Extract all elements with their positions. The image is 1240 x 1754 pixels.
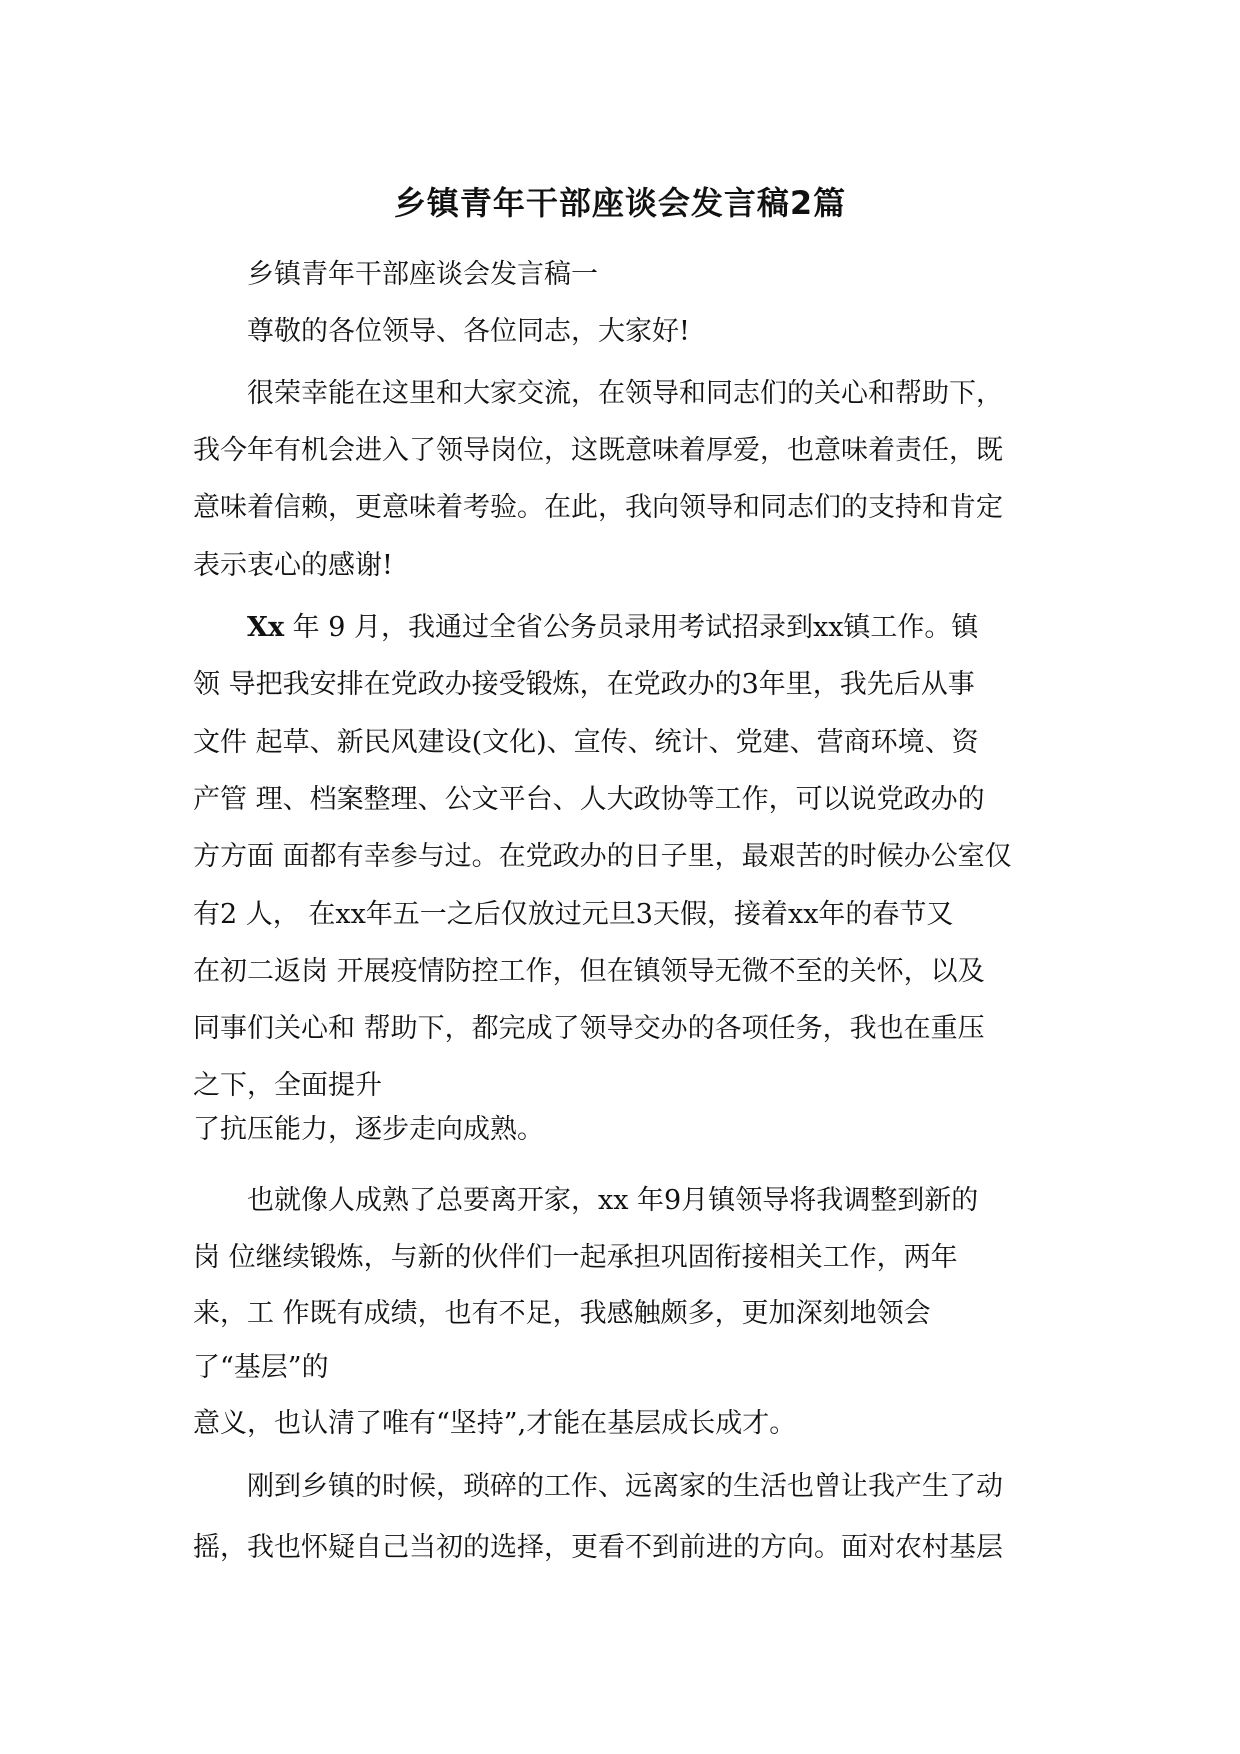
paragraph-line: 岗 位继续锻炼，与新的伙伴们一起承担巩固衔接相关工作，两年 <box>193 1242 958 1273</box>
paragraph-line: 摇，我也怀疑自己当初的选择，更看不到前进的方向。面对农村基层 <box>193 1532 1003 1563</box>
paragraph-line: 意味着信赖，更意味着考验。在此，我向领导和同志们的支持和肯定 <box>193 492 1003 523</box>
paragraph-line: 领 导把我安排在党政办接受锻炼，在党政办的3年里，我先后从事 <box>193 669 975 700</box>
subtitle-line: 乡镇青年干部座谈会发言稿一 <box>247 259 598 290</box>
paragraph-line: 刚到乡镇的时候，琐碎的工作、远离家的生活也曾让我产生了动 <box>247 1471 1003 1502</box>
paragraph-line: 方方面 面都有幸参与过。在党政办的日子里，最艰苦的时候办公室仅 <box>193 841 1012 872</box>
paragraph-line-text: 年 9 月，我通过全省公务员录用考试招录到xx镇工作。镇 <box>292 612 979 643</box>
paragraph-line: 来，工 作既有成绩，也有不足，我感触颇多，更加深刻地领会 <box>193 1298 931 1329</box>
paragraph-line <box>247 611 978 645</box>
paragraph-line: 也就像人成熟了总要离开家，xx 年9月镇领导将我调整到新的 <box>247 1185 979 1216</box>
paragraph-line: 之下，全面提升 <box>193 1070 382 1101</box>
paragraph-line: 我今年有机会进入了领导岗位，这既意味着厚爱，也意味着责任，既 <box>193 435 1003 466</box>
paragraph-line: 文件 起草、新民风建设(文化)、宣传、统计、党建、营商环境、资 <box>193 727 979 758</box>
paragraph-line: 意义，也认清了唯有“坚持”,才能在基层成长成才。 <box>193 1408 797 1439</box>
paragraph-line: 很荣幸能在这里和大家交流，在领导和同志们的关心和帮助下， <box>247 378 1003 409</box>
greeting-line: 尊敬的各位领导、各位同志，大家好! <box>247 316 690 347</box>
paragraph-line: 同事们关心和 帮助下，都完成了领导交办的各项任务，我也在重压 <box>193 1013 985 1044</box>
document-title: 乡镇青年干部座谈会发言稿2篇 <box>393 184 847 222</box>
paragraph-line: 了“基层”的 <box>193 1352 329 1383</box>
bold-text: Xx <box>247 612 285 643</box>
paragraph-line: 表示衷心的感谢! <box>193 550 393 581</box>
paragraph-line: 产管 理、档案整理、公文平台、人大政协等工作，可以说党政办的 <box>193 784 985 815</box>
paragraph-line: 有2 人， 在xx年五一之后仅放过元旦3天假，接着xx年的春节又 <box>193 899 954 930</box>
paragraph-line: 在初二返岗 开展疫情防控工作，但在镇领导无微不至的关怀，以及 <box>193 956 985 987</box>
paragraph-line: 了抗压能力，逐步走向成熟。 <box>193 1114 544 1145</box>
